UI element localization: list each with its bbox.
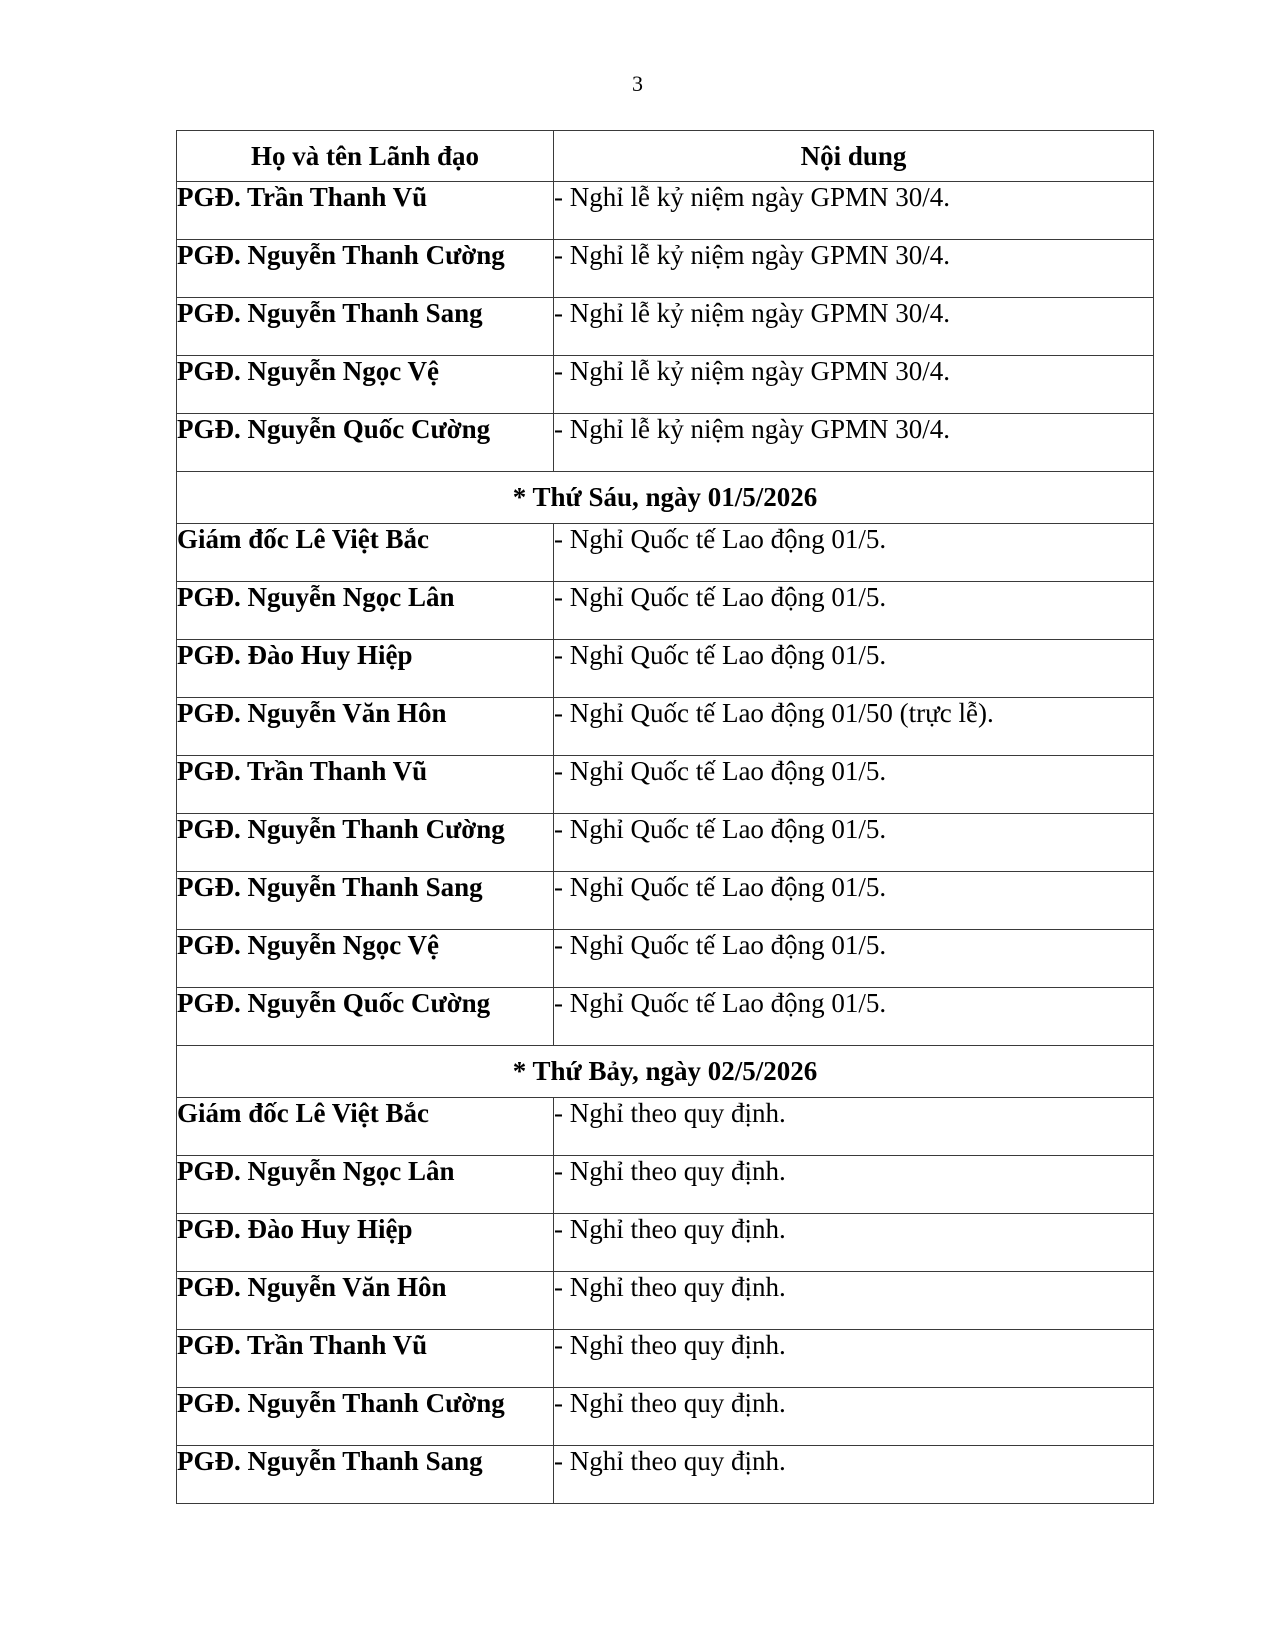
content-cell: - Nghỉ theo quy định. — [554, 1330, 1154, 1388]
date-section-row — [177, 472, 1154, 524]
content-cell: - Nghỉ Quốc tế Lao động 01/5. — [554, 582, 1154, 640]
leader-name-cell: PGĐ. Nguyễn Thanh Cường — [177, 1388, 554, 1446]
table-row — [177, 698, 1154, 756]
header-name: Họ và tên Lãnh đạo — [177, 131, 554, 182]
content-cell: - Nghỉ lễ kỷ niệm ngày GPMN 30/4. — [554, 356, 1154, 414]
content-cell: - Nghỉ Quốc tế Lao động 01/50 (trực lễ). — [554, 698, 1154, 756]
content-cell: - Nghỉ theo quy định. — [554, 1214, 1154, 1272]
leader-name-cell: PGĐ. Nguyễn Thanh Cường — [177, 814, 554, 872]
leader-name-cell: PGĐ. Trần Thanh Vũ — [177, 182, 554, 240]
date-section-label: * Thứ Sáu, ngày 01/5/2026 — [177, 472, 1154, 524]
leader-name-cell: PGĐ. Đào Huy Hiệp — [177, 1214, 554, 1272]
table-row — [177, 1214, 1154, 1272]
leader-name-cell: PGĐ. Nguyễn Ngọc Lân — [177, 582, 554, 640]
table-row — [177, 814, 1154, 872]
leader-name-cell: PGĐ. Nguyễn Thanh Cường — [177, 240, 554, 298]
leader-name-cell: PGĐ. Nguyễn Ngọc Vệ — [177, 356, 554, 414]
leader-name-cell: Giám đốc Lê Việt Bắc — [177, 1098, 554, 1156]
content-cell: - Nghỉ theo quy định. — [554, 1098, 1154, 1156]
table-row — [177, 1156, 1154, 1214]
table-row — [177, 1388, 1154, 1446]
leader-name-cell: PGĐ. Nguyễn Ngọc Lân — [177, 1156, 554, 1214]
table-row — [177, 872, 1154, 930]
content-cell: - Nghỉ lễ kỷ niệm ngày GPMN 30/4. — [554, 298, 1154, 356]
table-row — [177, 1446, 1154, 1504]
content-cell: - Nghỉ lễ kỷ niệm ngày GPMN 30/4. — [554, 240, 1154, 298]
table-row — [177, 756, 1154, 814]
table-row — [177, 640, 1154, 698]
table-row — [177, 582, 1154, 640]
leadership-schedule-table — [176, 130, 1154, 1504]
table-row — [177, 930, 1154, 988]
content-cell: - Nghỉ lễ kỷ niệm ngày GPMN 30/4. — [554, 182, 1154, 240]
leader-name-cell: PGĐ. Nguyễn Ngọc Vệ — [177, 930, 554, 988]
header-content: Nội dung — [554, 131, 1154, 182]
content-cell: - Nghỉ theo quy định. — [554, 1156, 1154, 1214]
table-row — [177, 1330, 1154, 1388]
content-cell: - Nghỉ Quốc tế Lao động 01/5. — [554, 988, 1154, 1046]
content-cell: - Nghỉ Quốc tế Lao động 01/5. — [554, 756, 1154, 814]
date-section-row — [177, 1046, 1154, 1098]
leader-name-cell: PGĐ. Nguyễn Quốc Cường — [177, 414, 554, 472]
table-row — [177, 414, 1154, 472]
table-header-row — [177, 131, 1154, 182]
table-row — [177, 182, 1154, 240]
content-cell: - Nghỉ Quốc tế Lao động 01/5. — [554, 872, 1154, 930]
table-row — [177, 988, 1154, 1046]
content-cell: - Nghỉ Quốc tế Lao động 01/5. — [554, 640, 1154, 698]
leader-name-cell: PGĐ. Nguyễn Văn Hôn — [177, 698, 554, 756]
content-cell: - Nghỉ theo quy định. — [554, 1446, 1154, 1504]
page-number: 3 — [632, 71, 643, 96]
leader-name-cell: PGĐ. Đào Huy Hiệp — [177, 640, 554, 698]
table-row — [177, 1098, 1154, 1156]
date-section-label: * Thứ Bảy, ngày 02/5/2026 — [177, 1046, 1154, 1098]
table-body — [177, 182, 1154, 1504]
content-cell: - Nghỉ Quốc tế Lao động 01/5. — [554, 930, 1154, 988]
content-cell: - Nghỉ Quốc tế Lao động 01/5. — [554, 524, 1154, 582]
leader-name-cell: PGĐ. Nguyễn Thanh Sang — [177, 872, 554, 930]
content-cell: - Nghỉ Quốc tế Lao động 01/5. — [554, 814, 1154, 872]
table-row — [177, 1272, 1154, 1330]
table-row — [177, 356, 1154, 414]
leader-name-cell: PGĐ. Trần Thanh Vũ — [177, 1330, 554, 1388]
table-row — [177, 524, 1154, 582]
leader-name-cell: PGĐ. Nguyễn Thanh Sang — [177, 298, 554, 356]
content-cell: - Nghỉ theo quy định. — [554, 1272, 1154, 1330]
leader-name-cell: PGĐ. Trần Thanh Vũ — [177, 756, 554, 814]
leader-name-cell: PGĐ. Nguyễn Thanh Sang — [177, 1446, 554, 1504]
table-row — [177, 298, 1154, 356]
content-cell: - Nghỉ lễ kỷ niệm ngày GPMN 30/4. — [554, 414, 1154, 472]
content-cell: - Nghỉ theo quy định. — [554, 1388, 1154, 1446]
leader-name-cell: PGĐ. Nguyễn Văn Hôn — [177, 1272, 554, 1330]
table-row — [177, 240, 1154, 298]
leader-name-cell: Giám đốc Lê Việt Bắc — [177, 524, 554, 582]
leader-name-cell: PGĐ. Nguyễn Quốc Cường — [177, 988, 554, 1046]
